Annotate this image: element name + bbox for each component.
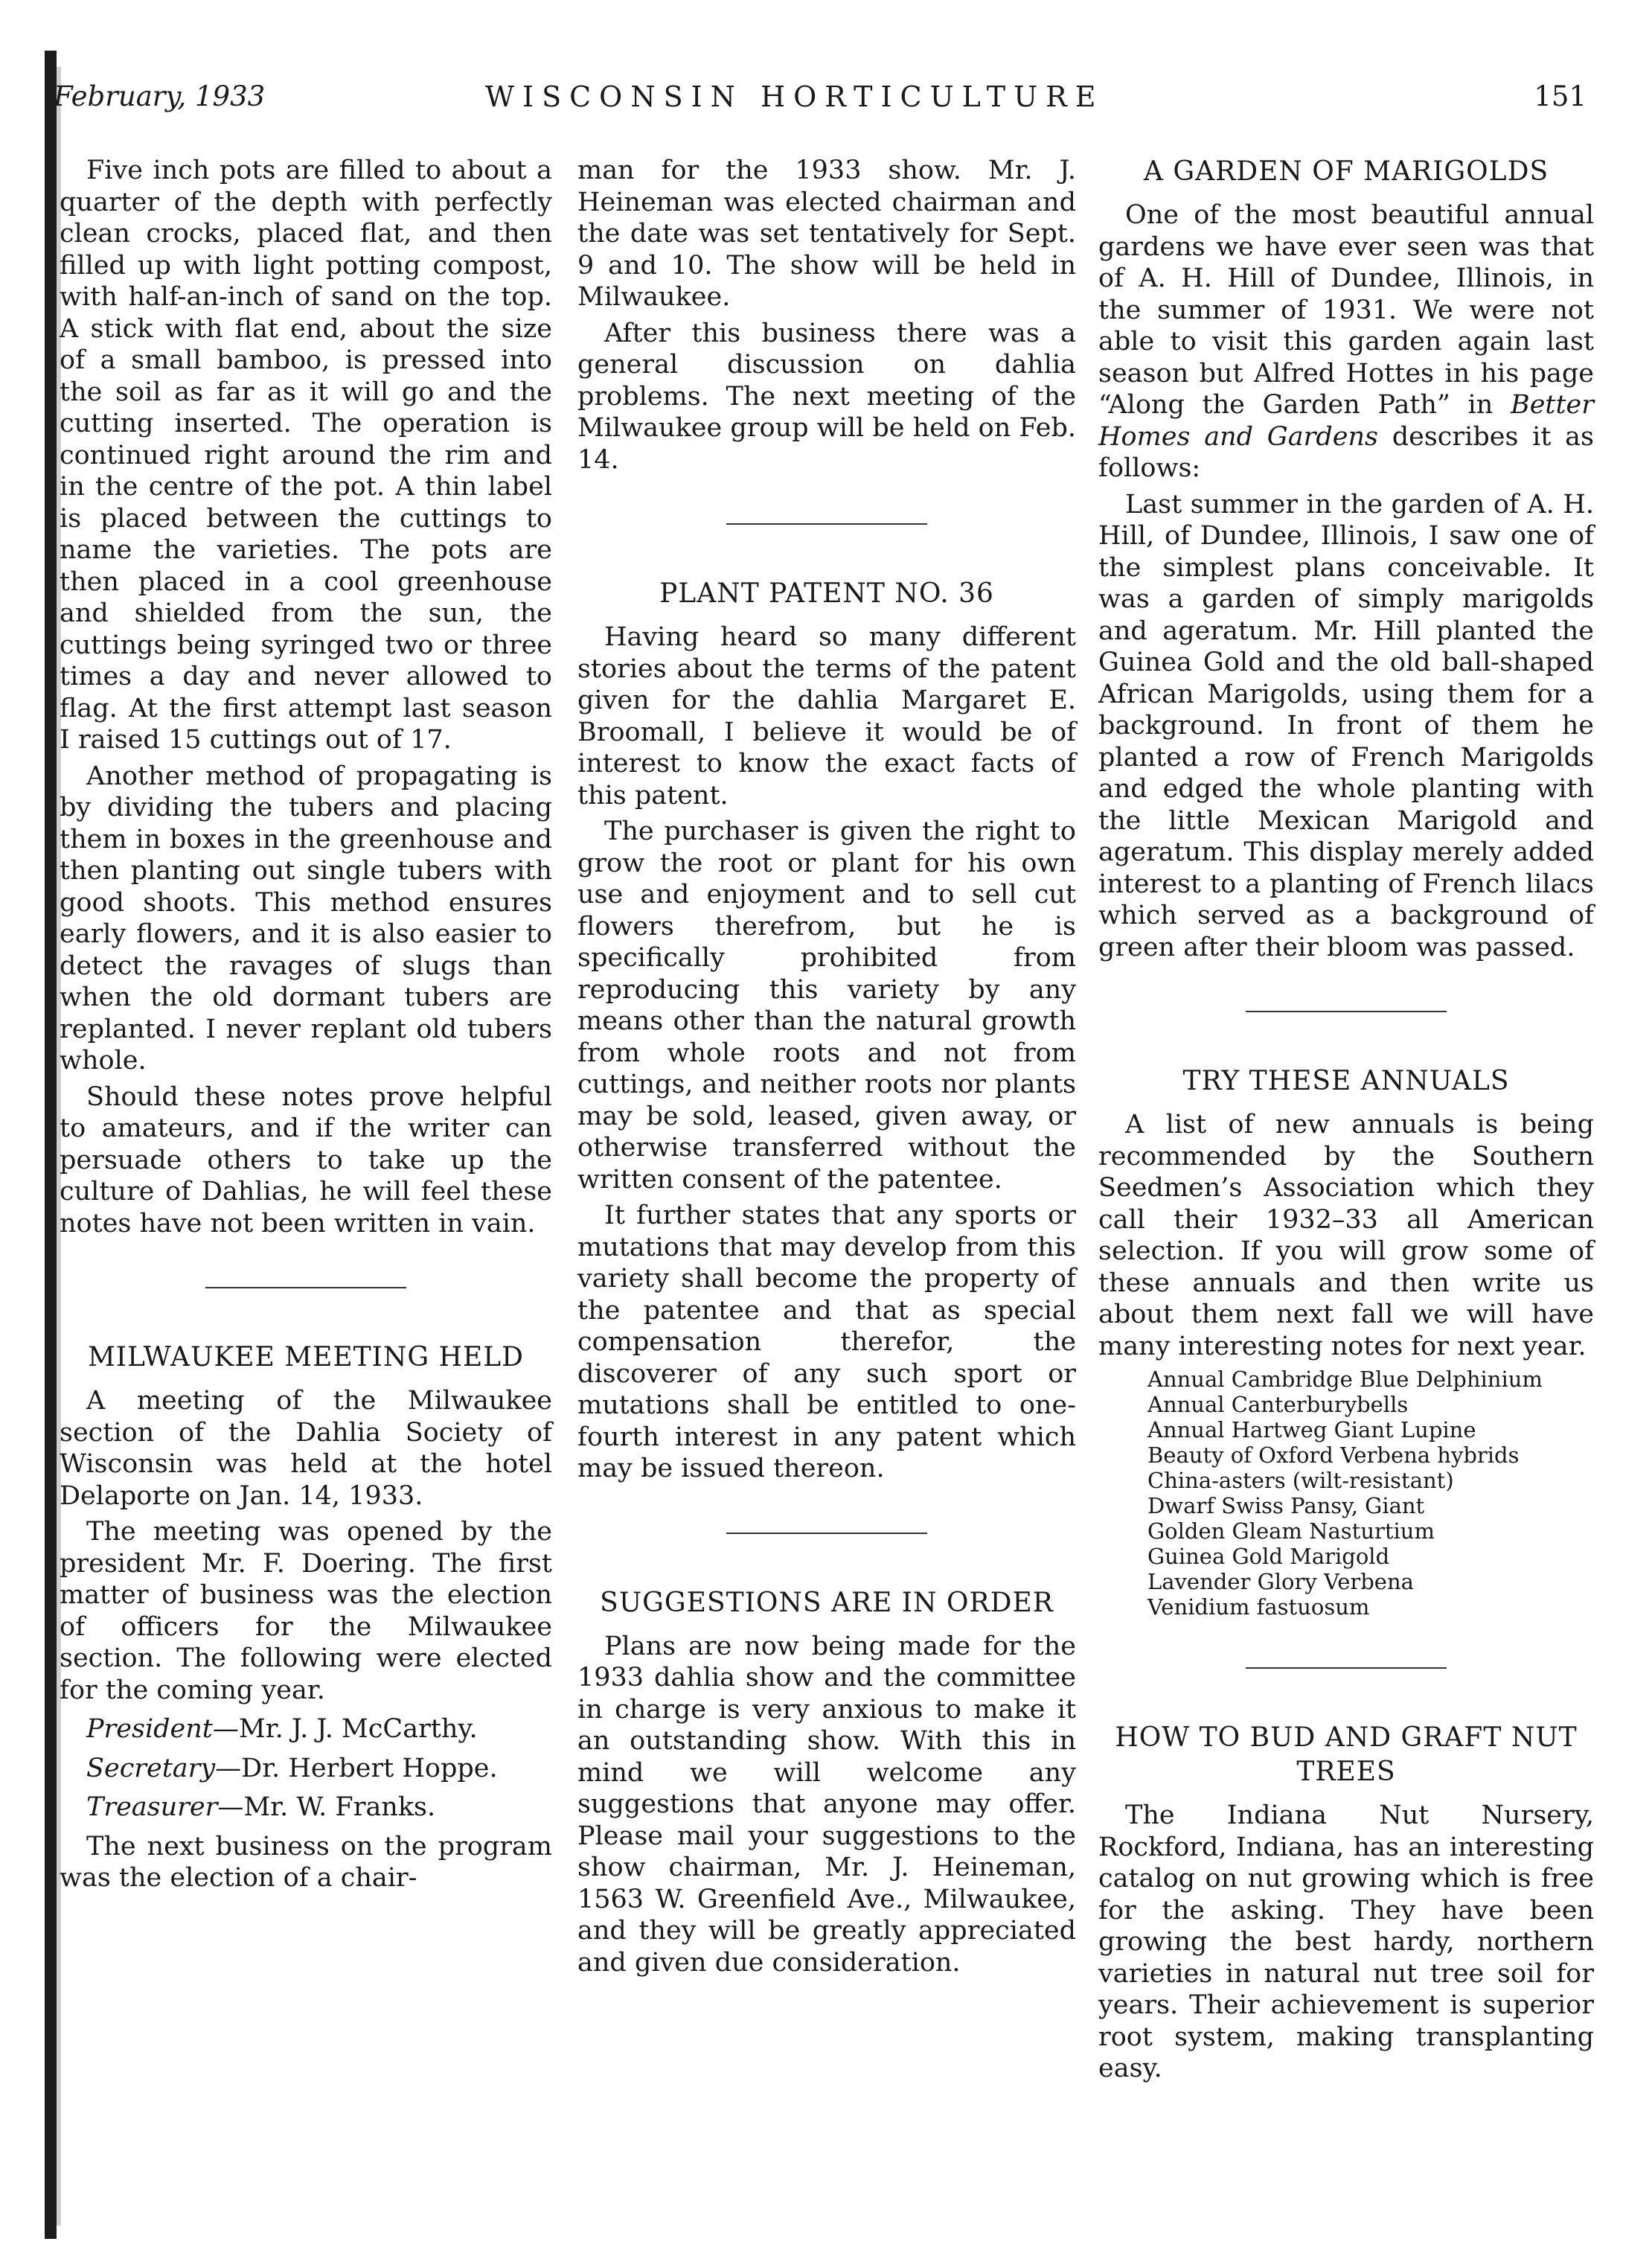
paragraph: The meeting was opened by the president Mr. F. Doering. The first matter of business was the election of officers for the Milwaukee section. The following were elected for the coming year.: [60, 1517, 552, 1705]
section-divider: [205, 1287, 406, 1288]
list-item: Beauty of Oxford Verbena hybrids: [1147, 1442, 1520, 1468]
issue-date: February, 1933: [54, 80, 266, 112]
list-item: Annual Canterburybells: [1147, 1392, 1409, 1417]
paragraph: After this business there was a general discussion on dahlia problems. The next meeting of the Milwaukee group will be held on Feb. 14.: [577, 318, 1076, 475]
list-item: Golden Gleam Nasturtium: [1147, 1518, 1435, 1544]
section-heading: TRY THESE ANNUALS: [1182, 1066, 1510, 1096]
page-header: [54, 80, 1587, 125]
publication-title: WISCONSIN HORTICULTURE: [485, 80, 1104, 113]
paragraph: Last summer in the garden of A. H. Hill, of Dundee, Illinois, I saw one of the simplest plans conceivable. It was a garden of simply marigolds and ageratum. Mr. Hill planted the Guinea Gold and the old ball-shaped African Marigolds, using them for a background. In front of them he planted a row of French Marigolds and edged the whole planting with the little Mexican Marigold and ageratum. This display merely added interest to a planting of French lilacs which served as a background of green after their bloom was passed.: [1098, 489, 1594, 962]
section-heading: SUGGESTIONS ARE IN ORDER: [600, 1587, 1054, 1618]
officer-name: —Dr. Herbert Hoppe.: [215, 1753, 498, 1783]
paragraph: Should these notes prove helpful to amateurs, and if the writer can persuade others to take up the culture of Dahlias, he will feel these notes have not been written in vain.: [60, 1081, 552, 1239]
text-run: describes it as follows:: [1098, 421, 1595, 483]
officer-name: —Mr. J. J. McCarthy.: [212, 1714, 478, 1744]
section-divider: [1246, 1667, 1447, 1669]
paragraph: A list of new annuals is being recommended by the Southern Seedmen’s Association which they call their 1932–33 all American selection. If you will grow some of these annuals and then write us about them next fall we will have many interesting notes for next year.: [1098, 1110, 1594, 1361]
section-divider: [1246, 1011, 1447, 1012]
binding-edge: [45, 51, 57, 2239]
paragraph: The next business on the program was the election of a chair-: [60, 1831, 552, 1893]
paragraph: It further states that any sports or mutations that may develop from this variety shall become the property of the patentee and that as special compensation therefor, the discoverer of any such sport or mutations shall be entitled to one-fourth interest in any patent which may be issued thereon.: [577, 1201, 1076, 1483]
page-number: 151: [1534, 80, 1587, 112]
list-item: China-asters (wilt-resistant): [1147, 1468, 1454, 1493]
list-item: Guinea Gold Marigold: [1147, 1544, 1390, 1569]
office-title: President: [86, 1714, 213, 1744]
section-heading: MILWAUKEE MEETING HELD: [87, 1342, 525, 1373]
paragraph: The purchaser is given the right to grow the root or plant for his own use and enjoyment and to sell cut flowers therefrom, but he is specifically prohibited from reproducing this variety by any means other than the natural growth from whole roots and not from cuttings, and neither roots nor plants may be sold, leased, given away, or otherwise transferred without the written consent of the patentee.: [577, 817, 1076, 1195]
section-heading: A GARDEN OF MARIGOLDS: [1143, 156, 1549, 187]
paragraph: Five inch pots are filled to about a quarter of the depth with perfectly clean crocks, placed flat, and then filled up with light potting compost, with half-an-inch of sand on the top. A stick with flat end, about the size of a small bamboo, is pressed into the soil as far as it will go and the cutting inserted. The operation is continued right around the rim and in the centre of the pot. A thin label is placed between the cuttings to name the varieties. The pots are then placed in a cool greenhouse and shielded from the sun, the cuttings being syringed two or three times a day and never allowed to flag. At the first attempt last season I raised 15 cuttings out of 17.: [60, 156, 552, 755]
publication-name: Better Homes and Gardens: [1098, 390, 1594, 452]
paragraph: Another method of propagating is by dividing the tubers and placing them in boxes in the greenhouse and then planting out single tubers with good shoots. This method ensures early flowers, and it is also easier to detect the ravages of slugs than when the old dormant tubers are replanted. I never replant old tubers whole.: [60, 761, 552, 1076]
officer-name: —Mr. W. Franks.: [217, 1792, 436, 1822]
column-3: [1098, 155, 1594, 2089]
section-divider: [726, 1533, 927, 1534]
list-item: Lavender Glory Verbena: [1147, 1569, 1414, 1594]
list-item: Venidium fastuosum: [1147, 1594, 1370, 1620]
paragraph: Having heard so many different stories about the terms of the patent given for the dahlia Margaret E. Broomall, I believe it would be of interest to know the exact facts of this patent.: [577, 622, 1076, 811]
text-run: One of the most beautiful annual gardens we have ever seen was that of A. H. Hill of Dundee, Illinois, in the summer of 1931. We were not able to visit this garden again last season but Alfred Hottes in his page “Along the Garden Path” in: [1098, 200, 1594, 420]
column-1: [60, 155, 552, 1899]
section-heading: PLANT PATENT NO. 36: [659, 578, 994, 609]
office-title: Secretary: [86, 1753, 216, 1783]
column-2: [577, 155, 1076, 1983]
officer-president: [60, 1713, 552, 1745]
list-item: Annual Hartweg Giant Lupine: [1147, 1417, 1476, 1442]
officer-secretary: [60, 1753, 552, 1785]
section-divider: [726, 523, 927, 525]
list-item: Annual Cambridge Blue Delphinium: [1147, 1367, 1543, 1392]
list-item: Dwarf Swiss Pansy, Giant: [1147, 1493, 1425, 1518]
paragraph: Plans are now being made for the 1933 dahlia show and the committee in charge is very anxious to make it an outstanding show. With this in mind we will welcome any suggestions that anyone may offer. Please mail your suggestions to the show chairman, Mr. J. Heineman, 1563 W. Greenfield Ave., Milwaukee, and they will be greatly appreciated and given due consideration.: [577, 1631, 1076, 1978]
paragraph: [1098, 199, 1594, 485]
annuals-list: [1098, 1367, 1594, 1620]
paragraph: A meeting of the Milwaukee section of the Dahlia Society of Wisconsin was held at the hotel Delaporte on Jan. 14, 1933.: [60, 1386, 552, 1511]
section-heading: HOW TO BUD AND GRAFT NUT TREES: [1115, 1722, 1578, 1787]
paragraph: The Indiana Nut Nursery, Rockford, Indiana, has an interesting catalog on nut growing which is free for the asking. They have been growing the best hardy, northern varieties in natural nut tree soil for years. Their achievement is superior root system, making transplanting easy.: [1098, 1800, 1594, 2083]
paragraph: man for the 1933 show. Mr. J. Heineman was elected chairman and the date was set tentatively for Sept. 9 and 10. The show will be held in Milwaukee.: [577, 156, 1076, 312]
office-title: Treasurer: [86, 1792, 218, 1822]
officer-treasurer: [60, 1792, 552, 1824]
